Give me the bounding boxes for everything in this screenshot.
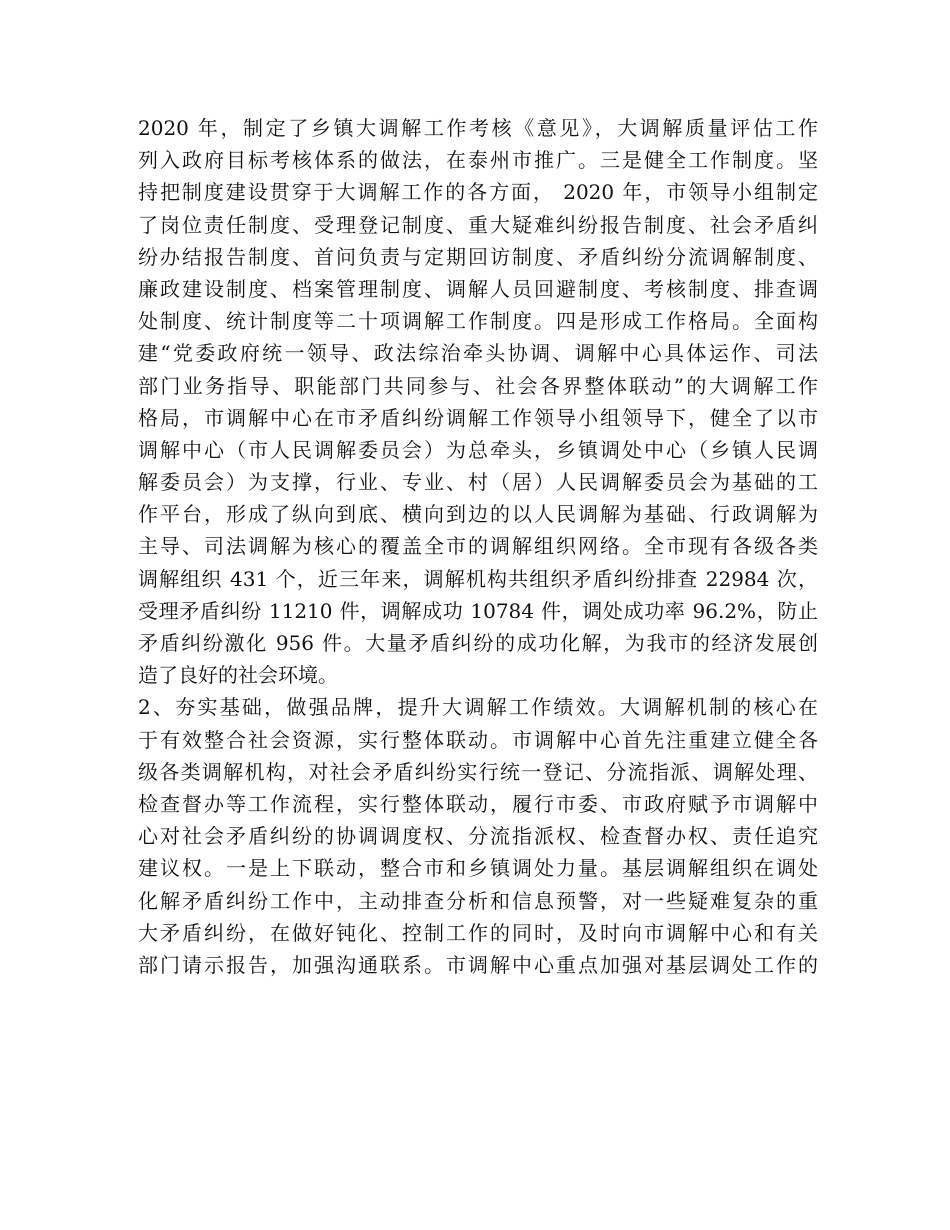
text-line: 建议权。一是上下联动，整合市和乡镇调处力量。基层调解组织在调处 — [138, 856, 818, 881]
text-line: 解委员会）为支撑，行业、专业、村（居）人民调解委员会为基础的工 — [138, 470, 818, 495]
text-line: 廉政建设制度、档案管理制度、调解人员回避制度、考核制度、排查调 — [138, 276, 818, 301]
text-line: 格局，市调解中心在市矛盾纠纷调解工作领导小组领导下，健全了以市 — [138, 405, 818, 430]
text-line: 处制度、统计制度等二十项调解工作制度。四是形成工作格局。全面构 — [138, 309, 818, 334]
text-line: 化解矛盾纠纷工作中，主动排查分析和信息预警，对一些疑难复杂的重 — [138, 888, 818, 913]
text-line: 部门请示报告，加强沟通联系。市调解中心重点加强对基层调处工作的 — [138, 952, 818, 977]
text-line: 大矛盾纠纷，在做好钝化、控制工作的同时，及时向市调解中心和有关 — [138, 920, 818, 945]
text-line: 心对社会矛盾纠纷的协调调度权、分流指派权、检查督办权、责任追究 — [138, 824, 818, 849]
text-line: 调解组织 431 个，近三年来，调解机构共组织矛盾纠纷排查 22984 次， — [138, 566, 818, 591]
text-line: 检查督办等工作流程，实行整体联动，履行市委、市政府赋予市调解中 — [138, 791, 818, 816]
text-line: 了岗位责任制度、受理登记制度、重大疑难纠纷报告制度、社会矛盾纠 — [138, 212, 818, 237]
text-line: 级各类调解机构，对社会矛盾纠纷实行统一登记、分流指派、调解处理、 — [138, 759, 818, 784]
text-line: 纷办结报告制度、首问负责与定期回访制度、矛盾纠纷分流调解制度、 — [138, 244, 818, 269]
text-line: 主导、司法调解为核心的覆盖全市的调解组织网络。全市现有各级各类 — [138, 534, 818, 559]
text-line: 造了良好的社会环境。 — [138, 663, 338, 688]
text-line: 受理矛盾纠纷 11210 件，调解成功 10784 件，调处成功率 96.2%，防止 — [138, 598, 818, 623]
text-line: 部门业务指导、职能部门共同参与、社会各界整体联动”的大调解工作 — [138, 373, 818, 398]
text-line: 于有效整合社会资源，实行整体联动。市调解中心首先注重建立健全各 — [138, 727, 818, 752]
text-line: 列入政府目标考核体系的做法，在泰州市推广。三是健全工作制度。坚 — [138, 148, 818, 173]
text-line: 2020 年，制定了乡镇大调解工作考核《意见》，大调解质量评估工作 — [138, 116, 818, 140]
text-line: 矛盾纠纷激化 956 件。大量矛盾纠纷的成功化解，为我市的经济发展创 — [138, 631, 818, 655]
text-line: 2、夯实基础，做强品牌，提升大调解工作绩效。大调解机制的核心在 — [138, 695, 818, 720]
text-line: 作平台，形成了纵向到底、横向到边的以人民调解为基础、行政调解为 — [138, 502, 818, 527]
text-line: 调解中心（市人民调解委员会）为总牵头，乡镇调处中心（乡镇人民调 — [138, 437, 818, 462]
text-line: 建“党委政府统一领导、政法综治牵头协调、调解中心具体运作、司法 — [138, 341, 818, 366]
text-line: 持把制度建设贯穿于大调解工作的各方面， 2020 年，市领导小组制定 — [138, 180, 818, 205]
document-page — [138, 112, 818, 981]
